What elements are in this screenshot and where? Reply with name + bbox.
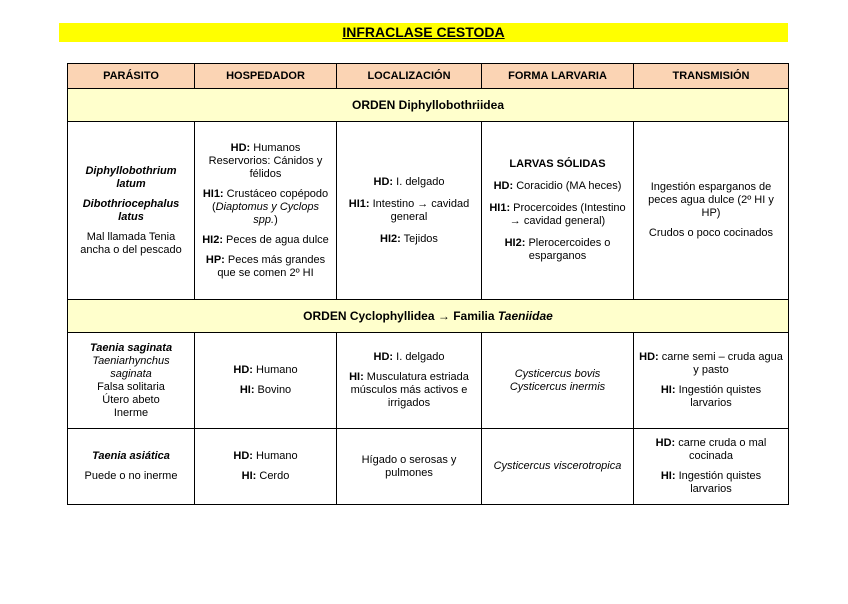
location-hi2: HI2: Tejidos	[380, 232, 438, 245]
parasite-name: Taenia saginata	[89, 341, 173, 354]
order-diphyllobothriidea: ORDEN Diphyllobothriidea	[68, 89, 789, 122]
larva-heading: LARVAS SÓLIDAS	[509, 158, 606, 170]
location-hd: HD: I. delgado	[373, 175, 445, 188]
header-row	[68, 64, 789, 89]
host-hd: HD: Humanos	[230, 141, 301, 154]
host-hp: HP: Peces más grandes que se comen 2º HI	[205, 253, 326, 279]
parasite-feature: Útero abeto	[102, 393, 160, 406]
host-cell	[195, 122, 337, 300]
parasite-name: Taenia asiática	[92, 450, 170, 462]
order-row	[68, 89, 789, 122]
header-location: LOCALIZACIÓN	[337, 64, 482, 89]
larva-name: Cysticercus viscerotropica	[493, 460, 622, 472]
parasite-common-name: Falsa solitaria	[97, 380, 165, 393]
host-cell	[195, 429, 337, 505]
transmission-cell	[634, 333, 789, 429]
larva-hi2: HI2: Plerocercoides o esparganos	[504, 237, 611, 262]
header-parasite: PARÁSITO	[68, 64, 195, 89]
order-cyclophyllidea: ORDEN Cyclophyllidea → Familia Taeniidae	[68, 300, 789, 333]
parasite-feature: Inerme	[113, 406, 149, 419]
host-hi2: HI2: Peces de agua dulce	[202, 233, 329, 246]
header-transmission: TRANSMISIÓN	[634, 64, 789, 89]
title-bar	[59, 23, 788, 42]
location-hd: HD: I. delgado	[373, 351, 445, 363]
larval-form-cell	[482, 122, 634, 300]
order-row	[68, 300, 789, 333]
host-hi1: HI1: Crustáceo copépodo (Diaptomus y Cyclops spp.)	[202, 187, 329, 226]
host-hi: HI: Cerdo	[241, 470, 290, 482]
transmission-hd: HD: carne cruda o mal cocinada	[655, 437, 767, 462]
location-hi: HI: Musculatura estriada músculos más activos e irrigados	[349, 371, 469, 409]
larva-name: Cysticercus bovis	[514, 367, 601, 380]
header-larval-form: FORMA LARVARIA	[482, 64, 634, 89]
transmission-hi: HI: Ingestión quistes larvarios	[660, 470, 762, 495]
host-cell	[195, 333, 337, 429]
parasite-cell	[68, 429, 195, 505]
header-host: HOSPEDADOR	[195, 64, 337, 89]
cestoda-table	[67, 63, 789, 505]
location-hi1: HI1: Intestino → cavidad general	[348, 197, 470, 223]
host-reservoirs: Reservorios: Cánidos y félidos	[208, 154, 323, 180]
larva-hd: HD: Coracidio (MA heces)	[493, 180, 622, 192]
transmission-hi: HI: Ingestión quistes larvarios	[660, 384, 762, 409]
larval-form-cell	[482, 333, 634, 429]
parasite-synonym: Taeniarhynchus saginata	[92, 354, 170, 380]
page-title: INFRACLASE CESTODA	[342, 24, 505, 40]
host-hd: HD: Humano	[233, 364, 298, 376]
table-row	[68, 333, 789, 429]
larva-name: Cysticercus inermis	[509, 380, 606, 393]
parasite-cell	[68, 333, 195, 429]
host-hi: HI: Bovino	[239, 384, 292, 396]
larval-form-cell	[482, 429, 634, 505]
transmission-cell	[634, 122, 789, 300]
table-row	[68, 429, 789, 505]
transmission-note: Crudos o poco cocinados	[648, 227, 774, 239]
location-cell	[337, 333, 482, 429]
parasite-cell	[68, 122, 195, 300]
parasite-name: Diphyllobothrium latum	[85, 164, 177, 190]
transmission-hd: HD: carne semi – cruda agua y pasto	[639, 351, 783, 376]
transmission-cell	[634, 429, 789, 505]
parasite-synonym: Dibothriocephalus latus	[82, 197, 180, 223]
location-cell	[337, 429, 482, 505]
larva-hi1: HI1: Procercoides (Intestino → cavidad general)	[489, 202, 626, 227]
table-row	[68, 122, 789, 300]
host-hd: HD: Humano	[233, 450, 298, 462]
transmission-text: Ingestión esparganos de peces agua dulce (2º HI y HP)	[648, 181, 774, 219]
location-text: Hígado o serosas y pulmones	[361, 453, 457, 479]
parasite-note: Puede o no inerme	[84, 470, 178, 482]
parasite-common-name: Mal llamada Tenia ancha o del pescado	[80, 230, 182, 256]
location-cell	[337, 122, 482, 300]
